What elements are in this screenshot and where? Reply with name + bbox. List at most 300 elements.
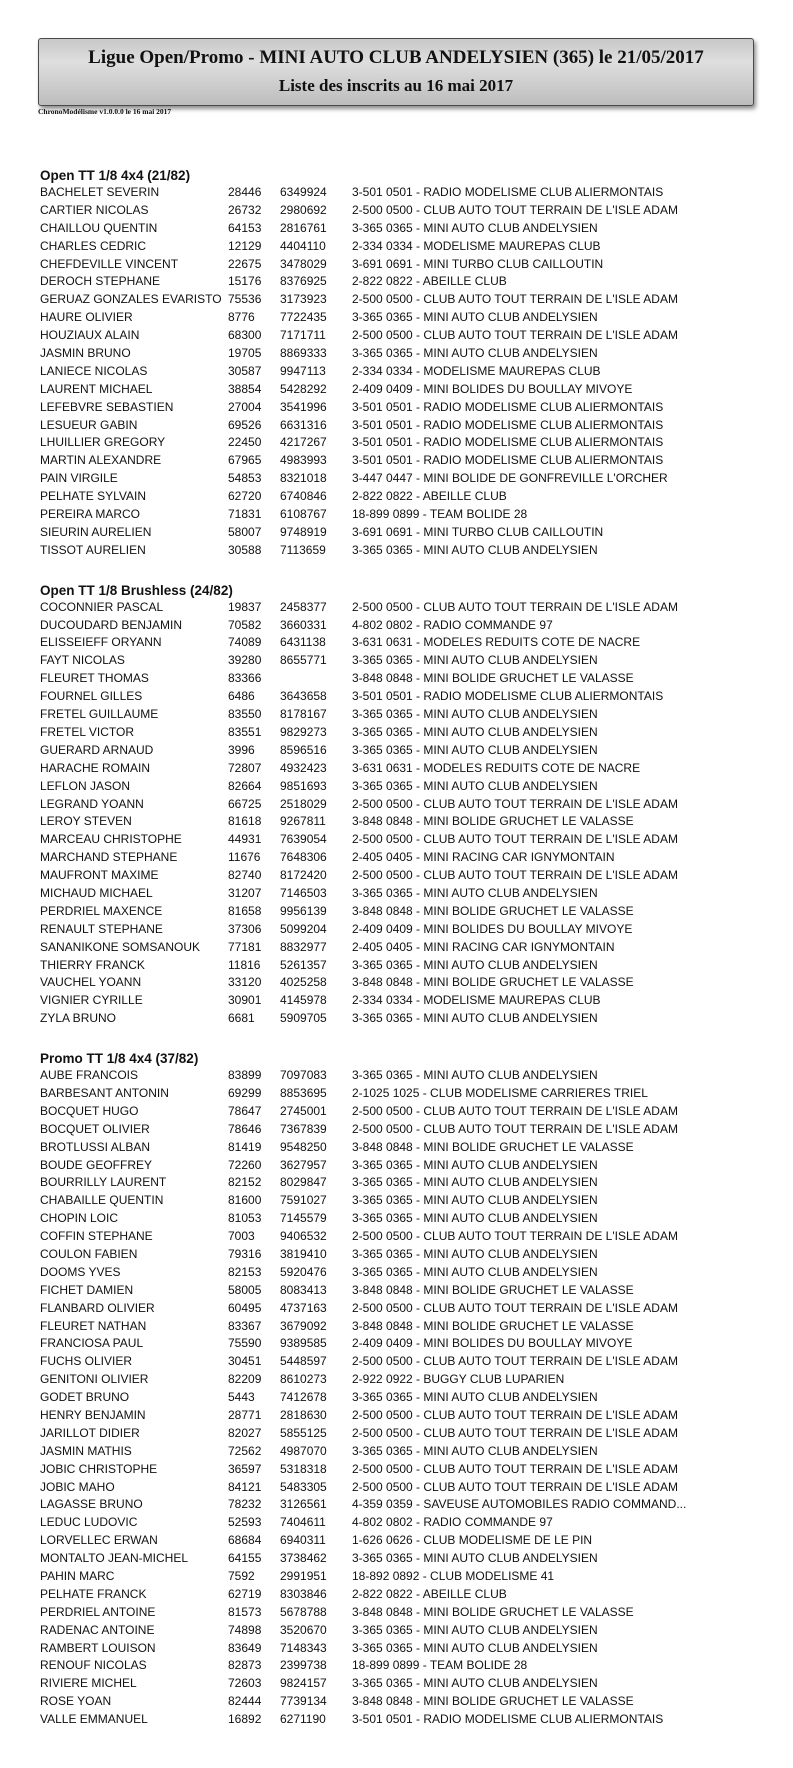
driver-number: 37306 (228, 921, 262, 936)
driver-number: 82209 (228, 1372, 262, 1387)
license-number: 5909705 (280, 1011, 327, 1026)
driver-number: 77181 (228, 939, 262, 954)
club-name: 2-500 0500 - CLUB AUTO TOUT TERRAIN DE L'ISLE ADAM (352, 1300, 678, 1315)
driver-name: AUBE FRANCOIS (40, 1068, 139, 1083)
entry-row (40, 1103, 780, 1121)
license-number: 9748919 (280, 524, 327, 539)
driver-number: 83367 (228, 1318, 262, 1333)
registration-list (40, 167, 780, 1729)
driver-number: 67965 (228, 453, 262, 468)
entry-row (40, 452, 780, 470)
category-section (40, 582, 780, 1028)
driver-number: 7592 (228, 1569, 255, 1584)
driver-number: 11676 (228, 850, 261, 865)
driver-name: SIEURIN AURELIEN (40, 524, 152, 539)
license-number: 2458377 (280, 599, 327, 614)
entry-row (40, 256, 780, 274)
entry-row (40, 1121, 780, 1139)
license-number: 6108767 (280, 507, 327, 522)
entry-row (40, 524, 780, 542)
driver-number: 36597 (228, 1461, 262, 1476)
club-name: 2-500 0500 - CLUB AUTO TOUT TERRAIN DE L'ISLE ADAM (352, 1121, 678, 1136)
driver-number: 81053 (228, 1211, 262, 1226)
driver-name: BACHELET SEVERIN (40, 185, 160, 199)
entry-row (40, 345, 780, 363)
entry-row (40, 1461, 780, 1479)
driver-number: 28446 (228, 185, 262, 199)
license-number: 5261357 (280, 957, 327, 972)
club-name: 3-848 0848 - MINI BOLIDE GRUCHET LE VALASSE (352, 814, 634, 829)
license-number: 8832977 (280, 939, 327, 954)
club-name: 18-899 0899 - TEAM BOLIDE 28 (352, 507, 528, 522)
driver-number: 54853 (228, 471, 262, 486)
driver-name: THIERRY FRANCK (40, 957, 145, 972)
driver-number: 19705 (228, 346, 262, 361)
section-title: Open TT 1/8 Brushless (24/82) (40, 582, 233, 598)
driver-name: JOBIC CHRISTOPHE (40, 1461, 158, 1476)
license-number: 6631316 (280, 417, 327, 432)
driver-name: BOCQUET HUGO (40, 1103, 139, 1118)
entry-row (40, 488, 780, 506)
driver-number: 83551 (228, 724, 262, 739)
license-number: 5855125 (280, 1425, 327, 1440)
club-name: 2-1025 1025 - CLUB MODELISME CARRIERES TRIEL (352, 1085, 648, 1100)
driver-name: MARCEAU CHRISTOPHE (40, 832, 182, 847)
driver-number: 68300 (228, 328, 262, 343)
driver-number: 3996 (228, 742, 255, 757)
driver-number: 69299 (228, 1085, 262, 1100)
license-number: 9406532 (280, 1229, 327, 1244)
club-name: 2-500 0500 - CLUB AUTO TOUT TERRAIN DE L'ISLE ADAM (352, 1479, 678, 1494)
license-number: 7145579 (280, 1211, 327, 1226)
club-name: 3-365 0365 - MINI AUTO CLUB ANDELYSIEN (352, 346, 598, 361)
license-number: 4404110 (280, 238, 326, 253)
club-name: 2-409 0409 - MINI BOLIDES DU BOULLAY MIVOYE (352, 381, 633, 396)
driver-name: MICHAUD MICHAEL (40, 885, 153, 900)
driver-name: DOOMS YVES (40, 1264, 121, 1279)
driver-number: 75536 (228, 292, 262, 307)
document-title: Ligue Open/Promo - MINI AUTO CLUB ANDELYSIEN (365) le 21/05/2017 (88, 47, 704, 68)
license-number: 4983993 (280, 453, 327, 468)
entry-row (40, 1443, 780, 1461)
license-number: 9389585 (280, 1336, 327, 1351)
club-name: 2-500 0500 - CLUB AUTO TOUT TERRAIN DE L'ISLE ADAM (352, 1461, 678, 1476)
license-number: 2816761 (280, 220, 327, 235)
driver-name: LHUILLIER GREGORY (40, 435, 166, 450)
license-number: 4145978 (280, 993, 327, 1008)
license-number: 6940311 (280, 1533, 326, 1548)
club-name: 3-365 0365 - MINI AUTO CLUB ANDELYSIEN (352, 1011, 598, 1026)
license-number: 6349924 (280, 185, 327, 199)
entry-row (40, 417, 780, 435)
entry-row (40, 617, 780, 635)
driver-number: 83550 (228, 707, 262, 722)
entry-row (40, 1568, 780, 1586)
driver-name: GENITONI OLIVIER (40, 1372, 149, 1387)
driver-name: TISSOT AURELIEN (40, 542, 146, 557)
driver-name: VALLE EMMANUEL (40, 1712, 148, 1727)
driver-number: 70582 (228, 617, 262, 632)
entry-row (40, 434, 780, 452)
club-name: 2-822 0822 - ABEILLE CLUB (352, 1586, 507, 1601)
driver-name: RAMBERT LOUISON (40, 1640, 156, 1655)
club-name: 3-365 0365 - MINI AUTO CLUB ANDELYSIEN (352, 1211, 598, 1226)
entry-row (40, 381, 780, 399)
driver-name: FICHET DAMIEN (40, 1282, 134, 1297)
category-section (40, 1050, 780, 1729)
driver-number: 26732 (228, 202, 262, 217)
license-number: 3819410 (280, 1246, 327, 1261)
driver-name: CHEFDEVILLE VINCENT (40, 256, 179, 271)
driver-number: 83899 (228, 1068, 262, 1083)
license-number: 4932423 (280, 760, 327, 775)
license-number: 9267811 (280, 814, 326, 829)
license-number: 8321018 (280, 471, 327, 486)
driver-name: JASMIN BRUNO (40, 346, 131, 361)
driver-number: 8776 (228, 310, 255, 325)
driver-number: 52593 (228, 1515, 262, 1530)
driver-number: 78647 (228, 1103, 262, 1118)
license-number: 3520670 (280, 1622, 327, 1637)
license-number: 3173923 (280, 292, 327, 307)
driver-number: 62720 (228, 489, 262, 504)
driver-name: PELHATE FRANCK (40, 1586, 147, 1601)
entry-row (40, 327, 780, 345)
club-name: 3-848 0848 - MINI BOLIDE GRUCHET LE VALASSE (352, 1694, 634, 1709)
driver-number: 74898 (228, 1622, 262, 1637)
club-name: 3-365 0365 - MINI AUTO CLUB ANDELYSIEN (352, 1175, 598, 1190)
entry-row (40, 903, 780, 921)
driver-number: 71831 (228, 507, 262, 522)
driver-number: 58007 (228, 524, 262, 539)
license-number: 7097083 (280, 1068, 327, 1083)
club-name: 2-500 0500 - CLUB AUTO TOUT TERRAIN DE L'ISLE ADAM (352, 1354, 678, 1369)
club-name: 3-447 0447 - MINI BOLIDE DE GONFREVILLE L'ORCHER (352, 471, 668, 486)
entry-row (40, 796, 780, 814)
driver-name: ELISSEIEFF ORYANN (40, 635, 162, 650)
license-number: 8178167 (280, 707, 327, 722)
entry-row (40, 742, 780, 760)
driver-number: 38854 (228, 381, 262, 396)
entry-row (40, 1640, 780, 1658)
section-spacer (40, 560, 780, 582)
driver-name: HENRY BENJAMIN (40, 1408, 146, 1422)
club-name: 3-848 0848 - MINI BOLIDE GRUCHET LE VALASSE (352, 1318, 634, 1333)
entry-row (40, 1246, 780, 1264)
driver-name: BARBESANT ANTONIN (40, 1085, 169, 1100)
license-number: 5483305 (280, 1479, 327, 1494)
entry-row (40, 1210, 780, 1228)
driver-number: 28771 (228, 1408, 262, 1422)
club-name: 3-501 0501 - RADIO MODELISME CLUB ALIERMONTAIS (352, 435, 664, 450)
driver-number: 27004 (228, 399, 262, 414)
license-number: 7148343 (280, 1640, 327, 1655)
club-name: 3-848 0848 - MINI BOLIDE GRUCHET LE VALASSE (352, 903, 634, 918)
entry-row (40, 724, 780, 742)
driver-name: LEGRAND YOANN (40, 796, 144, 811)
club-name: 3-631 0631 - MODELES REDUITS COTE DE NACRE (352, 635, 641, 650)
club-name: 2-500 0500 - CLUB AUTO TOUT TERRAIN DE L'ISLE ADAM (352, 328, 678, 343)
driver-name: LANIECE NICOLAS (40, 363, 148, 378)
license-number: 5448597 (280, 1354, 327, 1369)
entry-row (40, 1479, 780, 1497)
entry-row (40, 273, 780, 291)
driver-name: JARILLOT DIDIER (40, 1425, 140, 1440)
driver-number: 66725 (228, 796, 262, 811)
club-name: 2-500 0500 - CLUB AUTO TOUT TERRAIN DE L'ISLE ADAM (352, 599, 678, 614)
club-name: 3-365 0365 - MINI AUTO CLUB ANDELYSIEN (352, 653, 598, 668)
driver-number: 81573 (228, 1604, 262, 1619)
club-name: 2-500 0500 - CLUB AUTO TOUT TERRAIN DE L'ISLE ADAM (352, 868, 678, 883)
license-number: 2980692 (280, 202, 327, 217)
driver-name: LEFEBVRE SEBASTIEN (40, 399, 174, 414)
entry-row (40, 1335, 780, 1353)
club-name: 3-501 0501 - RADIO MODELISME CLUB ALIERMONTAIS (352, 453, 664, 468)
entry-row (40, 688, 780, 706)
club-name: 3-365 0365 - MINI AUTO CLUB ANDELYSIEN (352, 1157, 598, 1172)
license-number: 5678788 (280, 1604, 327, 1619)
category-section (40, 167, 780, 560)
club-name: 3-365 0365 - MINI AUTO CLUB ANDELYSIEN (352, 957, 598, 972)
driver-name: RENOUF NICOLAS (40, 1658, 147, 1673)
license-number: 7412678 (280, 1390, 327, 1405)
club-name: 3-365 0365 - MINI AUTO CLUB ANDELYSIEN (352, 310, 598, 325)
driver-name: PAIN VIRGILE (40, 471, 118, 486)
driver-name: CHAILLOU QUENTIN (40, 220, 158, 235)
license-number: 4737163 (280, 1300, 327, 1315)
entry-row (40, 238, 780, 256)
club-name: 3-365 0365 - MINI AUTO CLUB ANDELYSIEN (352, 778, 598, 793)
club-name: 2-500 0500 - CLUB AUTO TOUT TERRAIN DE L'ISLE ADAM (352, 1425, 678, 1440)
club-name: 3-365 0365 - MINI AUTO CLUB ANDELYSIEN (352, 1551, 598, 1566)
license-number: 8029847 (280, 1175, 327, 1190)
license-number: 7146503 (280, 885, 327, 900)
driver-name: HOUZIAUX ALAIN (40, 328, 140, 343)
driver-name: FRETEL GUILLAUME (40, 707, 159, 722)
driver-name: LESUEUR GABIN (40, 417, 138, 432)
driver-number: 83366 (228, 671, 262, 686)
license-number: 8610273 (280, 1372, 327, 1387)
entry-row (40, 1300, 780, 1318)
driver-name: JOBIC MAHO (40, 1479, 115, 1494)
entry-row (40, 957, 780, 975)
club-name: 3-848 0848 - MINI BOLIDE GRUCHET LE VALASSE (352, 1604, 634, 1619)
driver-name: LAGASSE BRUNO (40, 1497, 143, 1512)
license-number: 2399738 (280, 1658, 327, 1673)
driver-name: LEDUC LUDOVIC (40, 1515, 138, 1530)
license-number: 7591027 (280, 1193, 327, 1208)
driver-number: 81658 (228, 903, 262, 918)
driver-number: 78646 (228, 1121, 262, 1136)
entry-row (40, 1693, 780, 1711)
entry-row (40, 652, 780, 670)
entry-row (40, 506, 780, 524)
license-number: 8869333 (280, 346, 327, 361)
club-name: 3-365 0365 - MINI AUTO CLUB ANDELYSIEN (352, 220, 598, 235)
club-name: 2-334 0334 - MODELISME MAUREPAS CLUB (352, 363, 601, 378)
club-name: 3-501 0501 - RADIO MODELISME CLUB ALIERMONTAIS (352, 689, 664, 704)
license-number: 5920476 (280, 1264, 327, 1279)
club-name: 2-405 0405 - MINI RACING CAR IGNYMONTAIN (352, 939, 615, 954)
entry-row (40, 1657, 780, 1675)
entry-row (40, 1496, 780, 1514)
license-number: 3660331 (280, 617, 327, 632)
driver-number: 6486 (228, 689, 255, 704)
entry-row (40, 291, 780, 309)
driver-name: BOCQUET OLIVIER (40, 1121, 150, 1136)
license-number: 9851693 (280, 778, 327, 793)
license-number: 9829273 (280, 724, 327, 739)
license-number: 5318318 (280, 1461, 327, 1476)
driver-number: 82664 (228, 778, 262, 793)
driver-name: PERDRIEL MAXENCE (40, 903, 163, 918)
club-name: 3-848 0848 - MINI BOLIDE GRUCHET LE VALASSE (352, 1282, 634, 1297)
club-name: 3-631 0631 - MODELES REDUITS COTE DE NACRE (352, 760, 641, 775)
driver-number: 22675 (228, 256, 262, 271)
club-name: 2-500 0500 - CLUB AUTO TOUT TERRAIN DE L'ISLE ADAM (352, 796, 678, 811)
license-number: 8172420 (280, 868, 327, 883)
driver-number: 82153 (228, 1264, 262, 1279)
entry-row (40, 1389, 780, 1407)
driver-name: SANANIKONE SOMSANOUK (40, 939, 201, 954)
license-number: 4025258 (280, 975, 327, 990)
driver-name: PELHATE SYLVAIN (40, 489, 147, 504)
license-number: 4987070 (280, 1443, 327, 1458)
entry-row (40, 1192, 780, 1210)
entry-row (40, 992, 780, 1010)
driver-name: CHOPIN LOIC (40, 1211, 119, 1226)
entry-row (40, 1067, 780, 1085)
driver-name: DEROCH STEPHANE (40, 274, 161, 289)
club-name: 3-365 0365 - MINI AUTO CLUB ANDELYSIEN (352, 1193, 598, 1208)
entry-row (40, 220, 780, 238)
club-name: 3-365 0365 - MINI AUTO CLUB ANDELYSIEN (352, 724, 598, 739)
driver-name: RENAULT STEPHANE (40, 921, 163, 936)
driver-name: RIVIERE MICHEL (40, 1676, 137, 1691)
license-number: 7648306 (280, 850, 327, 865)
entry-row (40, 921, 780, 939)
license-number: 8083413 (280, 1282, 327, 1297)
driver-name: HAURE OLIVIER (40, 310, 133, 325)
license-number: 9824157 (280, 1676, 327, 1691)
club-name: 3-365 0365 - MINI AUTO CLUB ANDELYSIEN (352, 1622, 598, 1637)
driver-number: 44931 (228, 832, 262, 847)
entry-row (40, 867, 780, 885)
driver-number: 12129 (228, 238, 262, 253)
driver-number: 58005 (228, 1282, 262, 1297)
club-name: 3-365 0365 - MINI AUTO CLUB ANDELYSIEN (352, 1264, 598, 1279)
entry-row (40, 542, 780, 560)
club-name: 3-848 0848 - MINI BOLIDE GRUCHET LE VALASSE (352, 671, 634, 686)
license-number: 8655771 (280, 653, 327, 668)
club-name: 18-892 0892 - CLUB MODELISME 41 (352, 1569, 555, 1584)
entry-row (40, 974, 780, 992)
license-number: 6740846 (280, 489, 327, 504)
driver-name: LAURENT MICHAEL (40, 381, 153, 396)
driver-name: PERDRIEL ANTOINE (40, 1604, 156, 1619)
entry-row (40, 1318, 780, 1336)
club-name: 3-365 0365 - MINI AUTO CLUB ANDELYSIEN (352, 1068, 598, 1083)
club-name: 3-501 0501 - RADIO MODELISME CLUB ALIERMONTAIS (352, 185, 664, 199)
entry-row (40, 885, 780, 903)
license-number: 2745001 (280, 1103, 327, 1118)
driver-name: MARCHAND STEPHANE (40, 850, 178, 865)
driver-number: 81419 (228, 1139, 262, 1154)
driver-number: 68684 (228, 1533, 262, 1548)
driver-number: 81618 (228, 814, 262, 829)
club-name: 3-365 0365 - MINI AUTO CLUB ANDELYSIEN (352, 1640, 598, 1655)
license-number: 8853695 (280, 1085, 327, 1100)
driver-name: CHABAILLE QUENTIN (40, 1193, 164, 1208)
driver-number: 64153 (228, 220, 262, 235)
club-name: 3-501 0501 - RADIO MODELISME CLUB ALIERMONTAIS (352, 417, 664, 432)
driver-name: BOURRILLY LAURENT (40, 1175, 167, 1190)
club-name: 2-500 0500 - CLUB AUTO TOUT TERRAIN DE L'ISLE ADAM (352, 292, 678, 307)
driver-name: LEROY STEVEN (40, 814, 132, 829)
driver-number: 82740 (228, 868, 262, 883)
document-header (38, 38, 754, 106)
section-spacer (40, 1028, 780, 1050)
entry-row (40, 831, 780, 849)
driver-number: 74089 (228, 635, 262, 650)
driver-number: 31207 (228, 885, 262, 900)
entry-row (40, 1407, 780, 1425)
license-number: 7171711 (280, 328, 326, 343)
license-number: 5428292 (280, 381, 327, 396)
entry-row (40, 1622, 780, 1640)
entry-row (40, 1353, 780, 1371)
license-number: 9548250 (280, 1139, 327, 1154)
license-number: 3541996 (280, 399, 327, 414)
entry-row (40, 1085, 780, 1103)
driver-number: 69526 (228, 417, 262, 432)
entry-row (40, 1010, 780, 1028)
document-subtitle: Liste des inscrits au 16 mai 2017 (278, 76, 514, 95)
driver-number: 75590 (228, 1336, 262, 1351)
license-number: 6431138 (280, 635, 326, 650)
entry-row (40, 309, 780, 327)
driver-number: 30588 (228, 542, 262, 557)
club-name: 2-822 0822 - ABEILLE CLUB (352, 489, 507, 504)
club-name: 2-405 0405 - MINI RACING CAR IGNYMONTAIN (352, 850, 615, 865)
license-number: 8376925 (280, 274, 327, 289)
driver-name: FLANBARD OLIVIER (40, 1300, 155, 1315)
license-number: 2818630 (280, 1408, 327, 1422)
entry-row (40, 1157, 780, 1175)
license-number: 7113659 (280, 542, 326, 557)
driver-number: 6681 (228, 1011, 255, 1026)
entry-row (40, 202, 780, 220)
club-name: 3-365 0365 - MINI AUTO CLUB ANDELYSIEN (352, 1443, 598, 1458)
license-number: 3627957 (280, 1157, 327, 1172)
driver-name: MARTIN ALEXANDRE (40, 453, 162, 468)
driver-number: 7003 (228, 1229, 255, 1244)
driver-name: FAYT NICOLAS (40, 653, 125, 668)
club-name: 2-334 0334 - MODELISME MAUREPAS CLUB (352, 993, 601, 1008)
driver-number: 60495 (228, 1300, 262, 1315)
driver-number: 19837 (228, 599, 262, 614)
driver-number: 83649 (228, 1640, 262, 1655)
entry-row (40, 670, 780, 688)
driver-name: GUERARD ARNAUD (40, 742, 154, 757)
license-number: 5099204 (280, 921, 327, 936)
driver-name: CARTIER NICOLAS (40, 202, 149, 217)
club-name: 2-500 0500 - CLUB AUTO TOUT TERRAIN DE L'ISLE ADAM (352, 1229, 678, 1244)
entry-row (40, 1371, 780, 1389)
club-name: 4-802 0802 - RADIO COMMANDE 97 (352, 617, 553, 632)
driver-number: 5443 (228, 1390, 255, 1405)
club-name: 3-365 0365 - MINI AUTO CLUB ANDELYSIEN (352, 707, 598, 722)
